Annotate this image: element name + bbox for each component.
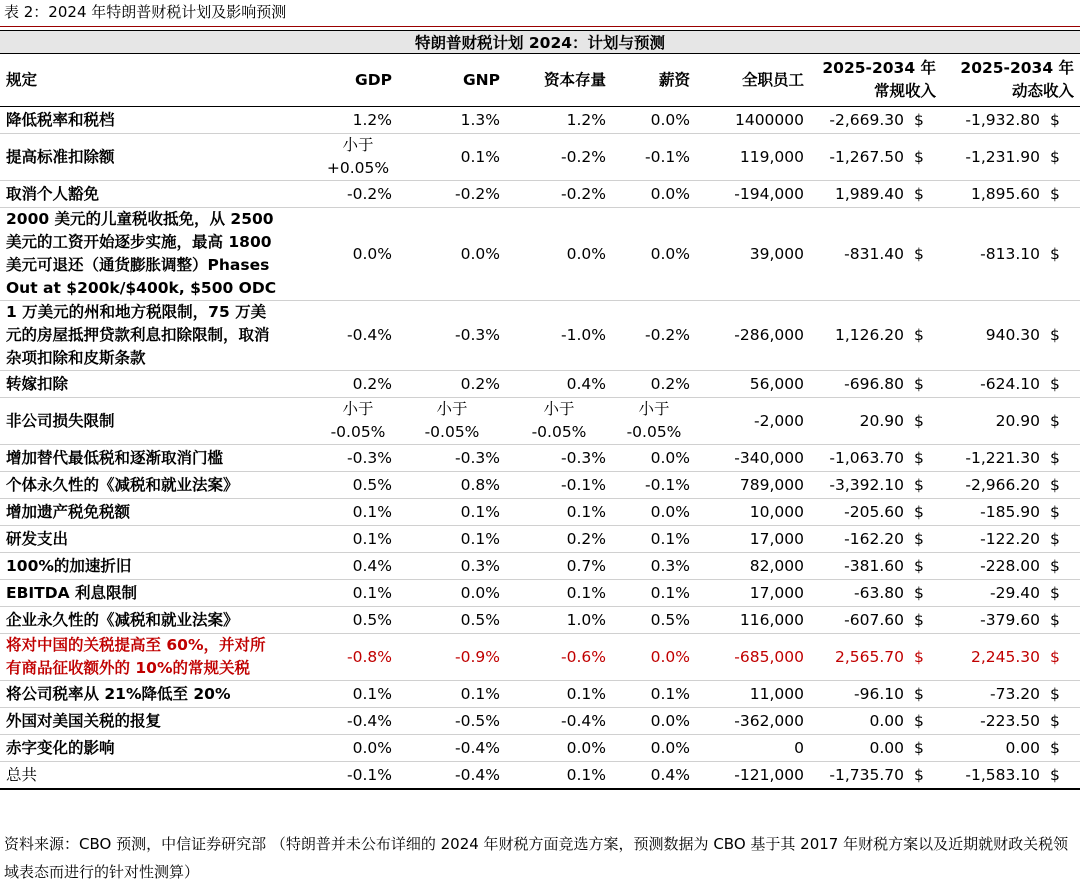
cell-jobs: -194,000 — [696, 181, 810, 208]
row-label: 将对中国的关税提高至 60%，并对所 有商品征收额外的 10%的常规关税 — [0, 634, 318, 681]
currency-symbol: $ — [1046, 134, 1080, 181]
cell-capital: 0.7% — [506, 553, 612, 580]
cell-jobs: 0 — [696, 735, 810, 762]
cell-revenue: -1,267.50 — [810, 134, 910, 181]
cell-jobs: 39,000 — [696, 208, 810, 301]
cell-gdp: -0.4% — [318, 301, 398, 371]
cell-revenue: 0.00 — [810, 708, 910, 735]
row-label: 研发支出 — [0, 526, 318, 553]
currency-symbol: $ — [1046, 681, 1080, 708]
currency-symbol: $ — [1046, 553, 1080, 580]
row-label: 取消个人豁免 — [0, 181, 318, 208]
cell-gdp: 0.1% — [318, 681, 398, 708]
currency-symbol: $ — [910, 580, 942, 607]
table-row — [0, 181, 1080, 208]
cell-jobs: 17,000 — [696, 526, 810, 553]
cell-capital: -0.4% — [506, 708, 612, 735]
cell-revenue: -1,063.70 — [810, 445, 910, 472]
table-title: 特朗普财税计划 2024：计划与预测 — [0, 31, 1080, 54]
table-row — [0, 499, 1080, 526]
currency-symbol: $ — [910, 708, 942, 735]
cell-gdp: -0.8% — [318, 634, 398, 681]
cell-wages: 0.5% — [612, 607, 696, 634]
cell-wages: 0.0% — [612, 208, 696, 301]
currency-symbol: $ — [910, 181, 942, 208]
cell-jobs: 10,000 — [696, 499, 810, 526]
header-dynamic-line1: 2025-2034 年 — [960, 59, 1075, 77]
cell-dynamic: 2,245.30 — [942, 634, 1046, 681]
cell-revenue: -96.10 — [810, 681, 910, 708]
cell-jobs: 82,000 — [696, 553, 810, 580]
cell-jobs: -340,000 — [696, 445, 810, 472]
table-row — [0, 526, 1080, 553]
currency-symbol: $ — [1046, 580, 1080, 607]
row-label: 将公司税率从 21%降低至 20% — [0, 681, 318, 708]
cell-gdp: 0.0% — [318, 208, 398, 301]
cell-wages: 0.3% — [612, 553, 696, 580]
cell-wages: 0.0% — [612, 445, 696, 472]
cell-gnp: -0.3% — [398, 445, 506, 472]
cell-wages: 0.0% — [612, 107, 696, 134]
cell-capital: 0.0% — [506, 735, 612, 762]
currency-symbol: $ — [910, 553, 942, 580]
cell-revenue: -381.60 — [810, 553, 910, 580]
cell-gdp: 小于 -0.05% — [318, 398, 398, 445]
currency-symbol: $ — [1046, 181, 1080, 208]
cell-jobs: -286,000 — [696, 301, 810, 371]
cell-dynamic: -813.10 — [942, 208, 1046, 301]
header-wages: 薪资 — [612, 54, 696, 107]
cell-capital: 小于 -0.05% — [506, 398, 612, 445]
cell-revenue: -607.60 — [810, 607, 910, 634]
header-jobs: 全职员工 — [696, 54, 810, 107]
currency-symbol: $ — [910, 398, 942, 445]
cell-dynamic: -1,221.30 — [942, 445, 1046, 472]
cell-revenue: 20.90 — [810, 398, 910, 445]
cell-gdp: 0.5% — [318, 472, 398, 499]
header-label: 规定 — [0, 54, 318, 107]
currency-symbol: $ — [910, 107, 942, 134]
row-label: 2000 美元的儿童税收抵免，从 2500 美元的工资开始逐步实施，最高 1800 美元可退还（通货膨胀调整）Phases Out at $200k/$400k, $500 ODC — [0, 208, 318, 301]
cell-gnp: 0.1% — [398, 499, 506, 526]
table-row — [0, 301, 1080, 371]
cell-capital: -0.6% — [506, 634, 612, 681]
table-body — [0, 107, 1080, 790]
cell-capital: 0.1% — [506, 762, 612, 790]
currency-symbol: $ — [1046, 499, 1080, 526]
cell-wages: 0.1% — [612, 580, 696, 607]
cell-gdp: 0.4% — [318, 553, 398, 580]
currency-symbol: $ — [910, 681, 942, 708]
cell-wages: 0.0% — [612, 499, 696, 526]
cell-revenue: -63.80 — [810, 580, 910, 607]
source-note: 资料来源：CBO 预测，中信证券研究部 （特朗普并未公布详细的 2024 年财税方面竞选方案，预测数据为 CBO 基于其 2017 年财税方案以及近期就财政关税领域表态而进行的针对性测算） — [4, 835, 1069, 881]
cell-gdp: -0.2% — [318, 181, 398, 208]
cell-dynamic: -122.20 — [942, 526, 1046, 553]
currency-symbol: $ — [1046, 371, 1080, 398]
cell-gdp: 小于 +0.05% — [318, 134, 398, 181]
cell-jobs: 11,000 — [696, 681, 810, 708]
cell-gdp: 1.2% — [318, 107, 398, 134]
table-row — [0, 472, 1080, 499]
cell-revenue: -3,392.10 — [810, 472, 910, 499]
cell-revenue: 1,989.40 — [810, 181, 910, 208]
currency-symbol: $ — [910, 445, 942, 472]
cell-jobs: -362,000 — [696, 708, 810, 735]
header-gdp: GDP — [318, 54, 398, 107]
cell-gdp: 0.1% — [318, 499, 398, 526]
currency-symbol: $ — [910, 499, 942, 526]
header-dynamic-line2: 动态收入 — [1012, 82, 1075, 100]
cell-jobs: 17,000 — [696, 580, 810, 607]
cell-jobs: -2,000 — [696, 398, 810, 445]
cell-gdp: 0.5% — [318, 607, 398, 634]
cell-dynamic: -2,966.20 — [942, 472, 1046, 499]
cell-wages: -0.1% — [612, 472, 696, 499]
cell-dynamic: -73.20 — [942, 681, 1046, 708]
cell-gdp: -0.1% — [318, 762, 398, 790]
currency-symbol: $ — [1046, 526, 1080, 553]
cell-gnp: -0.5% — [398, 708, 506, 735]
cell-capital: 0.1% — [506, 580, 612, 607]
currency-symbol: $ — [910, 371, 942, 398]
cell-dynamic: -29.40 — [942, 580, 1046, 607]
currency-symbol: $ — [1046, 607, 1080, 634]
row-label: 增加遗产税免税额 — [0, 499, 318, 526]
row-label: 赤字变化的影响 — [0, 735, 318, 762]
table-row — [0, 134, 1080, 181]
cell-wages: 0.1% — [612, 526, 696, 553]
cell-wages: 0.0% — [612, 708, 696, 735]
cell-capital: 0.2% — [506, 526, 612, 553]
cell-gnp: 0.1% — [398, 134, 506, 181]
header-revenue — [810, 54, 942, 107]
cell-gnp: 0.1% — [398, 681, 506, 708]
table-row — [0, 762, 1080, 790]
cell-wages: -0.1% — [612, 134, 696, 181]
cell-dynamic: -223.50 — [942, 708, 1046, 735]
currency-symbol: $ — [910, 472, 942, 499]
currency-symbol: $ — [1046, 398, 1080, 445]
cell-gnp: -0.3% — [398, 301, 506, 371]
cell-wages: -0.2% — [612, 301, 696, 371]
cell-revenue: -162.20 — [810, 526, 910, 553]
header-revenue-line2: 常规收入 — [873, 82, 936, 100]
cell-capital: 0.0% — [506, 208, 612, 301]
row-label: EBITDA 利息限制 — [0, 580, 318, 607]
cell-dynamic: -185.90 — [942, 499, 1046, 526]
currency-symbol: $ — [1046, 762, 1080, 790]
header-revenue-line1: 2025-2034 年 — [822, 59, 936, 77]
cell-jobs: 789,000 — [696, 472, 810, 499]
table-row — [0, 553, 1080, 580]
cell-gdp: 0.1% — [318, 526, 398, 553]
table-row — [0, 445, 1080, 472]
cell-gnp: -0.4% — [398, 735, 506, 762]
currency-symbol: $ — [910, 634, 942, 681]
cell-dynamic: -1,231.90 — [942, 134, 1046, 181]
table-row — [0, 371, 1080, 398]
currency-symbol: $ — [1046, 708, 1080, 735]
cell-gdp: -0.4% — [318, 708, 398, 735]
cell-gnp: 1.3% — [398, 107, 506, 134]
cell-jobs: 56,000 — [696, 371, 810, 398]
header-dynamic — [942, 54, 1080, 107]
cell-jobs: -685,000 — [696, 634, 810, 681]
cell-dynamic: -1,932.80 — [942, 107, 1046, 134]
cell-dynamic: 20.90 — [942, 398, 1046, 445]
cell-capital: -0.3% — [506, 445, 612, 472]
row-label: 1 万美元的州和地方税限制，75 万美 元的房屋抵押贷款利息扣除限制，取消 杂项扣除和皮斯条款 — [0, 301, 318, 371]
currency-symbol: $ — [1046, 445, 1080, 472]
row-label: 非公司损失限制 — [0, 398, 318, 445]
row-label: 提高标准扣除额 — [0, 134, 318, 181]
currency-symbol: $ — [910, 526, 942, 553]
cell-capital: 1.2% — [506, 107, 612, 134]
header-row — [0, 54, 1080, 107]
table-row — [0, 107, 1080, 134]
cell-revenue: 1,126.20 — [810, 301, 910, 371]
cell-jobs: 1400000 — [696, 107, 810, 134]
cell-dynamic: 1,895.60 — [942, 181, 1046, 208]
cell-revenue: -205.60 — [810, 499, 910, 526]
table-row — [0, 398, 1080, 445]
cell-gdp: 0.1% — [318, 580, 398, 607]
table-row — [0, 580, 1080, 607]
cell-gdp: 0.0% — [318, 735, 398, 762]
row-label: 增加替代最低税和逐渐取消门槛 — [0, 445, 318, 472]
cell-gnp: -0.9% — [398, 634, 506, 681]
row-label: 个体永久性的《减税和就业法案》 — [0, 472, 318, 499]
cell-capital: -1.0% — [506, 301, 612, 371]
table-row — [0, 735, 1080, 762]
currency-symbol: $ — [910, 301, 942, 371]
cell-dynamic: -379.60 — [942, 607, 1046, 634]
row-label: 企业永久性的《减税和就业法案》 — [0, 607, 318, 634]
currency-symbol: $ — [1046, 472, 1080, 499]
cell-gdp: -0.3% — [318, 445, 398, 472]
cell-revenue: 2,565.70 — [810, 634, 910, 681]
cell-wages: 0.0% — [612, 634, 696, 681]
cell-capital: 0.1% — [506, 681, 612, 708]
cell-gdp: 0.2% — [318, 371, 398, 398]
cell-dynamic: 0.00 — [942, 735, 1046, 762]
caption-rule — [0, 26, 1080, 27]
cell-gnp: -0.4% — [398, 762, 506, 790]
currency-symbol: $ — [1046, 735, 1080, 762]
tax-plan-table — [0, 30, 1080, 790]
currency-symbol: $ — [1046, 301, 1080, 371]
table-row — [0, 708, 1080, 735]
cell-gnp: 0.5% — [398, 607, 506, 634]
cell-revenue: -2,669.30 — [810, 107, 910, 134]
row-label: 总共 — [0, 762, 318, 790]
table-row — [0, 634, 1080, 681]
cell-dynamic: 940.30 — [942, 301, 1046, 371]
cell-capital: 1.0% — [506, 607, 612, 634]
row-label: 转嫁扣除 — [0, 371, 318, 398]
table-row — [0, 607, 1080, 634]
table-row — [0, 681, 1080, 708]
cell-gnp: 0.1% — [398, 526, 506, 553]
currency-symbol: $ — [910, 134, 942, 181]
table-row — [0, 208, 1080, 301]
currency-symbol: $ — [910, 607, 942, 634]
cell-revenue: -831.40 — [810, 208, 910, 301]
cell-wages: 0.1% — [612, 681, 696, 708]
currency-symbol: $ — [910, 762, 942, 790]
row-label: 外国对美国关税的报复 — [0, 708, 318, 735]
cell-capital: -0.2% — [506, 181, 612, 208]
cell-gnp: 0.3% — [398, 553, 506, 580]
cell-gnp: 小于 -0.05% — [398, 398, 506, 445]
cell-revenue: 0.00 — [810, 735, 910, 762]
cell-dynamic: -1,583.10 — [942, 762, 1046, 790]
cell-jobs: 116,000 — [696, 607, 810, 634]
cell-revenue: -696.80 — [810, 371, 910, 398]
table-caption: 表 2：2024 年特朗普财税计划及影响预测 — [4, 3, 287, 21]
cell-wages: 0.2% — [612, 371, 696, 398]
cell-jobs: 119,000 — [696, 134, 810, 181]
currency-symbol: $ — [910, 735, 942, 762]
header-gnp: GNP — [398, 54, 506, 107]
cell-gnp: 0.0% — [398, 580, 506, 607]
currency-symbol: $ — [1046, 107, 1080, 134]
cell-jobs: -121,000 — [696, 762, 810, 790]
cell-capital: -0.1% — [506, 472, 612, 499]
cell-gnp: 0.2% — [398, 371, 506, 398]
cell-dynamic: -624.10 — [942, 371, 1046, 398]
cell-capital: -0.2% — [506, 134, 612, 181]
cell-wages: 小于 -0.05% — [612, 398, 696, 445]
cell-capital: 0.1% — [506, 499, 612, 526]
cell-gnp: 0.8% — [398, 472, 506, 499]
cell-wages: 0.4% — [612, 762, 696, 790]
cell-wages: 0.0% — [612, 735, 696, 762]
table-title-row — [0, 31, 1080, 54]
currency-symbol: $ — [1046, 208, 1080, 301]
header-capital: 资本存量 — [506, 54, 612, 107]
row-label: 降低税率和税档 — [0, 107, 318, 134]
cell-capital: 0.4% — [506, 371, 612, 398]
cell-gnp: -0.2% — [398, 181, 506, 208]
row-label: 100%的加速折旧 — [0, 553, 318, 580]
cell-gnp: 0.0% — [398, 208, 506, 301]
cell-revenue: -1,735.70 — [810, 762, 910, 790]
currency-symbol: $ — [1046, 634, 1080, 681]
cell-dynamic: -228.00 — [942, 553, 1046, 580]
currency-symbol: $ — [910, 208, 942, 301]
cell-wages: 0.0% — [612, 181, 696, 208]
